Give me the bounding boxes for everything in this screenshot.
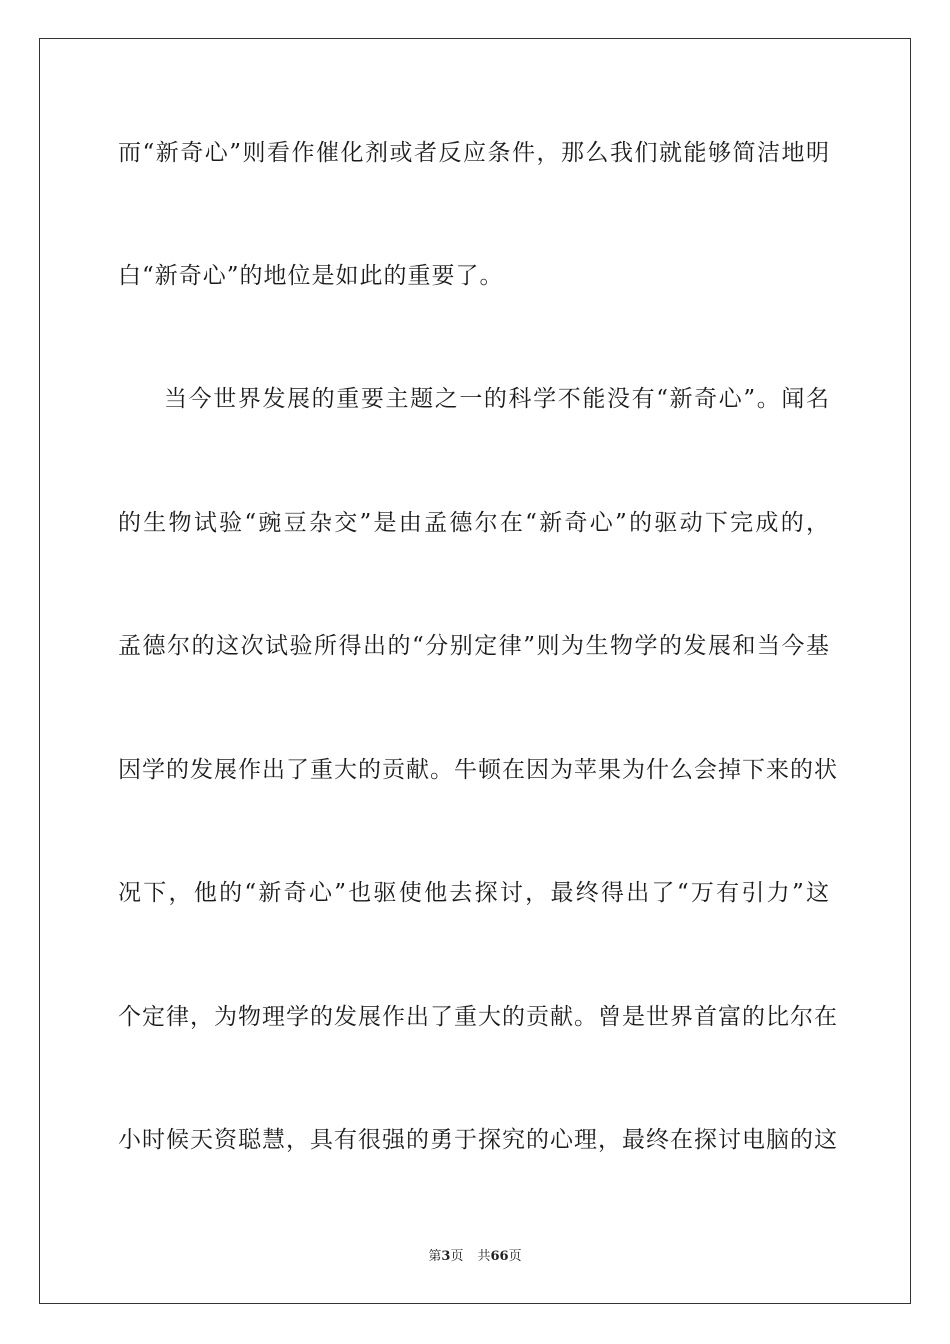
text-line-1: 而“新奇心”则看作催化剂或者反应条件，那么我们就能够简洁地明	[118, 140, 830, 166]
text-line-6: 因学的发展作出了重大的贡献。牛顿在因为苹果为什么会掉下来的状	[118, 757, 838, 783]
total-prefix: 共	[477, 1249, 491, 1264]
total-pages: 66	[490, 1249, 509, 1264]
text-line-8: 个定律，为物理学的发展作出了重大的贡献。曾是世界首富的比尔在	[118, 1004, 838, 1030]
text-line-7: 况下，他的“新奇心”也驱使他去探讨，最终得出了“万有引力”这	[118, 880, 830, 906]
page-prefix: 第	[428, 1249, 442, 1264]
total-suffix: 页	[508, 1249, 522, 1264]
page-border	[39, 38, 911, 1304]
text-line-2: 白“新奇心”的地位是如此的重要了。	[118, 263, 504, 289]
page-footer	[0, 1248, 950, 1266]
text-line-4: 的生物试验“豌豆杂交”是由孟德尔在“新奇心”的驱动下完成的，	[118, 510, 830, 536]
text-line-5: 孟德尔的这次试验所得出的“分别定律”则为生物学的发展和当今基	[118, 633, 830, 659]
page-number: 3	[441, 1249, 451, 1264]
page-suffix: 页	[450, 1249, 464, 1264]
text-line-9: 小时候天资聪慧，具有很强的勇于探究的心理，最终在探讨电脑的这	[118, 1127, 838, 1153]
text-line-3: 当今世界发展的重要主题之一的科学不能没有“新奇心”。闻名	[164, 386, 830, 412]
